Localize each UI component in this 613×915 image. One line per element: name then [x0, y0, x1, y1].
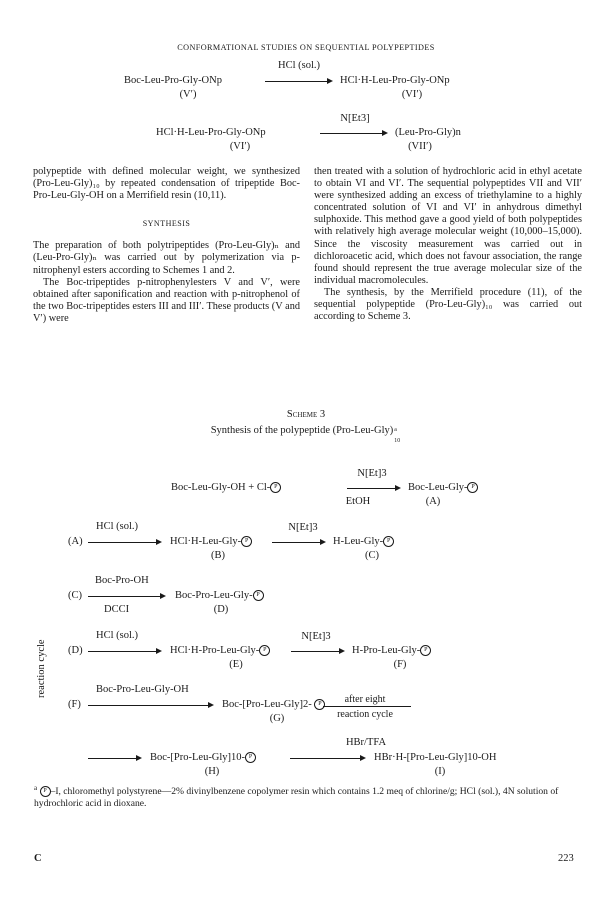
resin-symbol: P [314, 699, 325, 710]
scheme-top-left-1: Boc-Leu-Pro-Gly-ONp [124, 75, 222, 86]
s5-mid-text: Boc-[Pro-Leu-Gly]2- [222, 699, 312, 710]
s5-mid-label: (G) [269, 713, 285, 724]
resin-symbol: P [270, 482, 281, 493]
right-column [314, 166, 582, 323]
s5-after-bottom: reaction cycle [337, 709, 393, 720]
s1-left [171, 482, 281, 494]
scheme-top-label-vii: (VII′) [408, 141, 432, 152]
scheme-top-label-vi-2: (VI′) [229, 141, 251, 152]
resin-symbol: P [253, 590, 264, 601]
section-heading-synthesis: SYNTHESIS [142, 219, 191, 229]
footnote-mark: a [34, 784, 38, 792]
s2-mid [170, 536, 252, 548]
right-paragraph-2: The synthesis, by the Merrifield procedure (11), of the sequential polypeptide (Pro-Leu-Gly)₁₀ was carried out according to Scheme 3. [314, 286, 582, 323]
s6-right-label: (I) [434, 766, 446, 777]
s3-right [175, 590, 264, 602]
scheme-top-label-v: (V′) [179, 89, 197, 100]
scheme-top-left-2: HCl·H-Leu-Pro-Gly-ONp [156, 127, 266, 138]
footnote [34, 783, 582, 810]
s5-start: (F) [68, 699, 81, 710]
s1-right-text: Boc-Leu-Gly- [408, 482, 468, 493]
right-paragraph-1: then treated with a solution of hydrochloric acid in ethyl acetate to obtain VI and VI′. The sequential polypeptides VII and VII′ were synthesized adding an excess of triethylamine to a highly concentrated solution of VI and VI′ in anhydrous dimethyl sulphoxide. This method gave a good yield of both polypeptides with relatively high average molecular weight (10,000–15,000). Since the viscosity measurement was carried out in dichloroacetic acid, which does not favour association, the range found should represent the true average molecular size of the individual macromolecules. [314, 166, 582, 286]
resin-symbol: P [40, 786, 51, 797]
s6-arrow-2 [290, 758, 364, 759]
s2-right-label: (C) [365, 550, 379, 561]
s5-after-line [323, 706, 411, 707]
s4-mid [170, 645, 270, 657]
scheme-top-right-1: HCl·H-Leu-Pro-Gly-ONp [340, 75, 450, 86]
s1-right [408, 482, 478, 494]
scheme-top-label-vi: (VI′) [401, 89, 423, 100]
resin-symbol: P [467, 482, 478, 493]
s4-arrow-2 [291, 651, 343, 652]
s2-arrow-2 [272, 542, 324, 543]
s2-mid-text: HCl·H-Leu-Gly- [170, 536, 242, 547]
s4-right-text: H-Pro-Leu-Gly- [352, 645, 421, 656]
s2-arrow-1 [88, 542, 160, 543]
s2-reagent: HCl (sol.) [96, 521, 138, 532]
running-head: CONFORMATIONAL STUDIES ON SEQUENTIAL POLYPEPTIDES [177, 43, 435, 52]
s1-reagent-top: N[Et]3 [357, 468, 387, 479]
scheme-top-right-2: (Leu-Pro-Gly)n [395, 127, 461, 138]
s4-reagent-2: N[Et]3 [301, 631, 331, 642]
s6-left-text: Boc-[Pro-Leu-Gly]10- [150, 752, 246, 763]
s1-left-text: Boc-Leu-Gly-OH + Cl- [171, 482, 271, 493]
s4-reagent: HCl (sol.) [96, 630, 138, 641]
s4-start: (D) [68, 645, 83, 656]
scheme-top-arrow-1 [265, 81, 331, 82]
s6-reagent: HBr/TFA [345, 737, 387, 748]
scheme3-title: Scheme 3 [286, 409, 326, 420]
scheme3-subtitle [210, 425, 402, 444]
left-paragraph-1: polypeptide with defined molecular weight, we synthesized (Pro-Leu-Gly)₁₀ by repeated condensation of tripeptide Boc-Pro-Leu-Gly-OH on a Merrifield resin (10,11). [33, 166, 300, 202]
scheme3-subtitle-sub: 10 [394, 438, 401, 444]
scheme-top-reagent-1: HCl (sol.) [278, 60, 320, 71]
s5-after-top: after eight [344, 694, 386, 705]
resin-symbol: P [420, 645, 431, 656]
s2-mid-label: (B) [211, 550, 225, 561]
s5-mid [222, 699, 325, 711]
s2-start: (A) [68, 536, 83, 547]
s1-arrow [347, 488, 399, 489]
resin-symbol: P [245, 752, 256, 763]
s6-arrow-1 [88, 758, 140, 759]
footnote-text: –I, chloromethyl polystyrene—2% divinylbenzene copolymer resin which contains 1.2 meq of chlorine/g; HCl (sol.), 4N solution of hydrochloric acid in dioxane. [34, 786, 559, 809]
s4-mid-label: (E) [229, 659, 243, 670]
s4-right [352, 645, 431, 657]
resin-symbol: P [383, 536, 394, 547]
scheme-top-reagent-2: N[Et3] [340, 113, 370, 124]
s2-right [333, 536, 394, 548]
s5-arrow [88, 705, 212, 706]
s6-left [150, 752, 256, 764]
s4-mid-text: HCl·H-Pro-Leu-Gly- [170, 645, 260, 656]
scheme3-subtitle-text: Synthesis of the polypeptide (Pro-Leu-Gly) [210, 425, 394, 436]
left-paragraph-2: The preparation of both polytripeptides (Pro-Leu-Gly)ₙ and (Leu-Pro-Gly)ₙ was carried out by polymerization via p-nitrophenyl esters according to Schemes 1 and 2. [33, 240, 300, 276]
s6-right: HBr·H-[Pro-Leu-Gly]10-OH [374, 752, 497, 763]
left-paragraph-3: The Boc-tripeptides p-nitrophenylesters V and V′, were obtained after saponification and reaction with p-nitrophenol of the two Boc-tripeptides esters III and III′. These products (V and V′) were [33, 276, 300, 324]
s2-reagent-2: N[Et]3 [288, 522, 318, 533]
footer-signature: C [34, 853, 42, 864]
page-number: 223 [558, 853, 574, 864]
s3-label: (D) [213, 604, 229, 615]
left-column [33, 166, 300, 325]
scheme-top-arrow-2 [320, 133, 386, 134]
s2-right-text: H-Leu-Gly- [333, 536, 384, 547]
s3-arrow [88, 596, 164, 597]
s6-left-label: (H) [204, 766, 220, 777]
s4-right-label: (F) [393, 659, 407, 670]
reaction-cycle-label: reaction cycle [36, 639, 47, 698]
scheme3-subtitle-sup: a [394, 427, 397, 433]
s3-reagent-top: Boc-Pro-OH [95, 575, 149, 586]
resin-symbol: P [259, 645, 270, 656]
s4-arrow-1 [88, 651, 160, 652]
s3-reagent-bottom: DCCI [104, 604, 130, 615]
resin-symbol: P [241, 536, 252, 547]
s1-label: (A) [425, 496, 441, 507]
s5-reagent: Boc-Pro-Leu-Gly-OH [96, 684, 189, 695]
s3-right-text: Boc-Pro-Leu-Gly- [175, 590, 253, 601]
s1-reagent-bottom: EtOH [345, 496, 371, 507]
s3-start: (C) [68, 590, 82, 601]
